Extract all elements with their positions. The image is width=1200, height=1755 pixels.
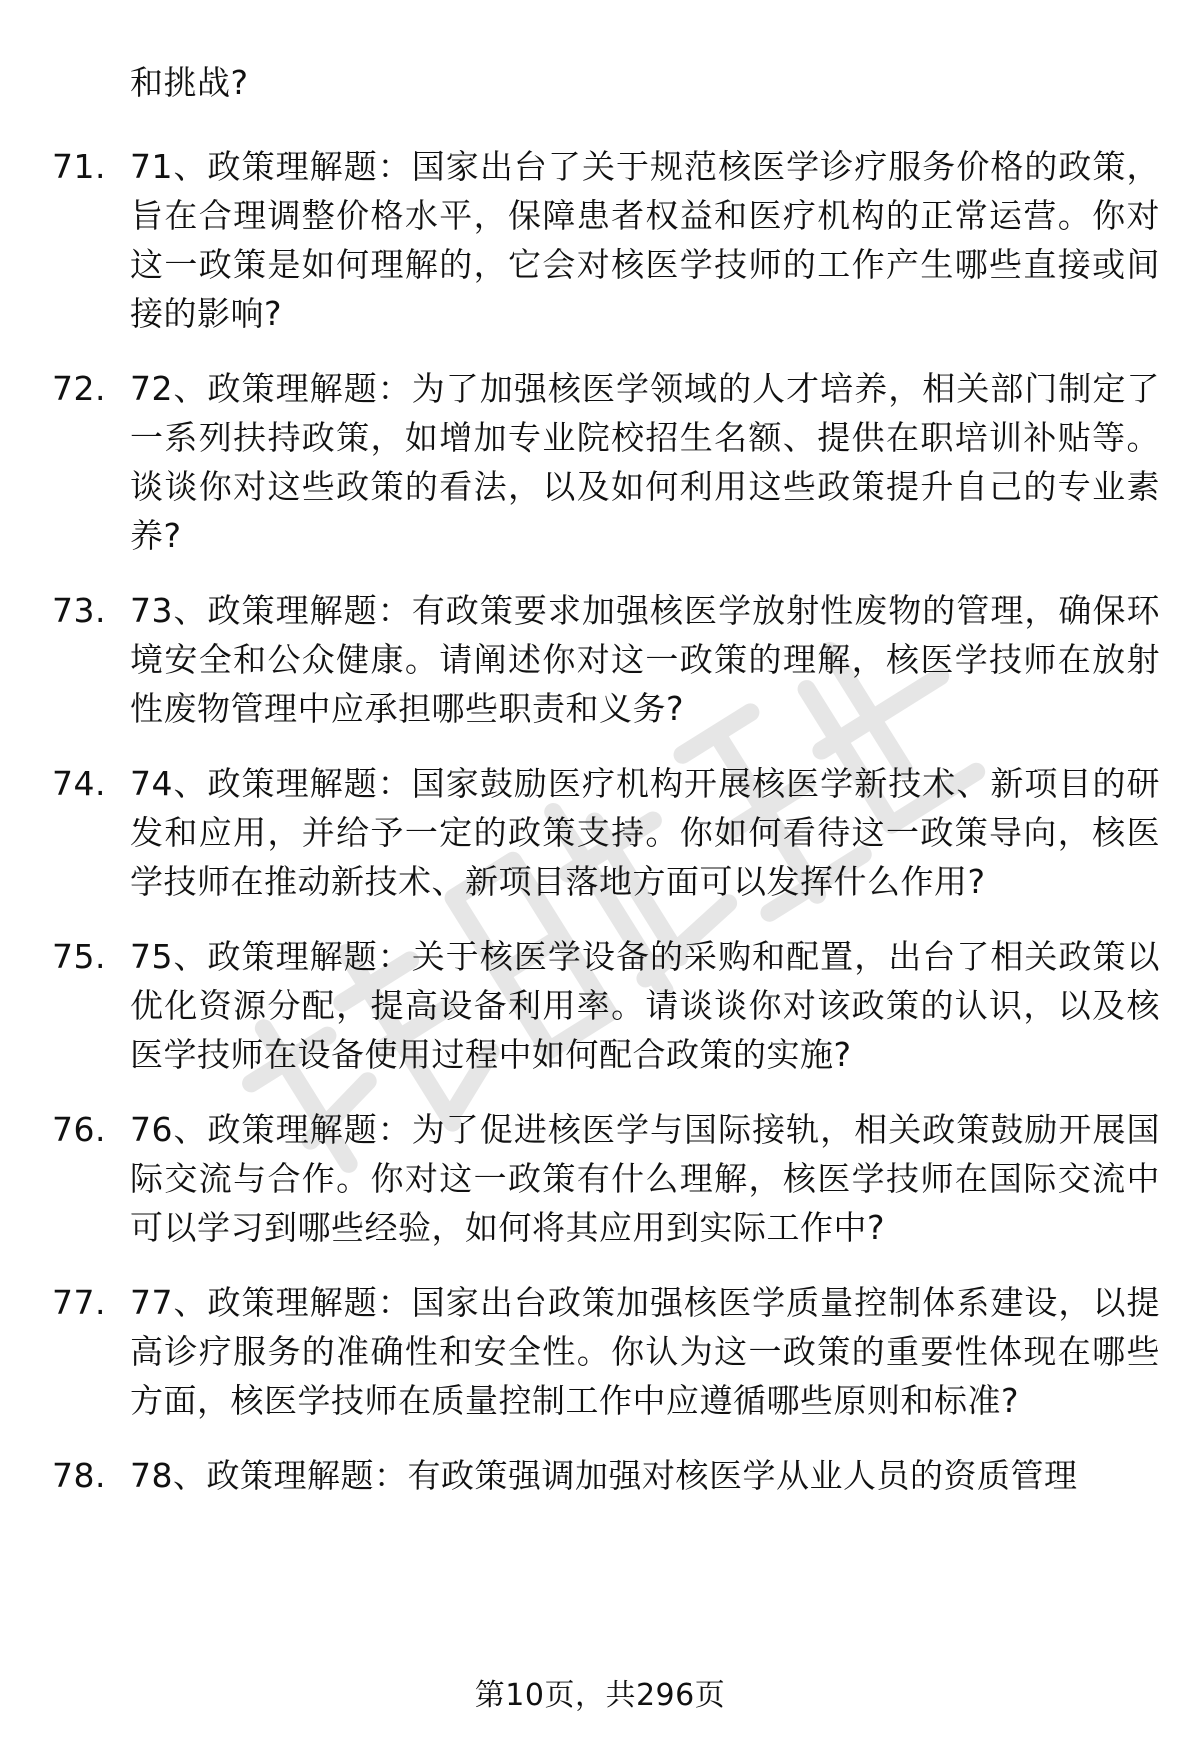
question-number: 74. [52,764,106,803]
question-text: 77、政策理解题：国家出台政策加强核医学质量控制体系建设，以提高诊疗服务的准确性和安全性。你认为这一政策的重要性体现在哪些方面，核医学技师在质量控制工作中应遵循哪些原则和标准? [130,1283,1160,1420]
question-text: 72、政策理解题：为了加强核医学领域的人才培养，相关部门制定了一系列扶持政策，如增加专业院校招生名额、提供在职培训补贴等。谈谈你对这些政策的看法，以及如何利用这些政策提升自己的专业素养? [130,369,1160,555]
question-number: 75. [52,937,106,976]
question-item [0,586,1200,733]
question-number: 76. [52,1110,106,1149]
question-text: 73、政策理解题：有政策要求加强核医学放射性废物的管理，确保环境安全和公众健康。请阐述你对这一政策的理解，核医学技师在放射性废物管理中应承担哪些职责和义务? [130,591,1160,728]
continuation-text: 和挑战? [130,63,249,102]
question-list [0,142,1200,1526]
question-item [0,1451,1200,1500]
page-footer: 第10页，共296页 [474,1678,726,1713]
question-text: 76、政策理解题：为了促进核医学与国际接轨，相关政策鼓励开展国际交流与合作。你对这一政策有什么理解，核医学技师在国际交流中可以学习到哪些经验，如何将其应用到实际工作中? [130,1110,1160,1247]
question-item [0,759,1200,906]
question-number: 77. [52,1283,106,1322]
question-item [0,1105,1200,1252]
question-number: 73. [52,591,106,630]
question-text: 78、政策理解题：有政策强调加强对核医学从业人员的资质管理 [130,1456,1078,1495]
question-number: 78. [52,1456,106,1495]
question-number: 71. [52,147,106,186]
question-number: 72. [52,369,106,408]
question-text: 71、政策理解题：国家出台了关于规范核医学诊疗服务价格的政策，旨在合理调整价格水平，保障患者权益和医疗机构的正常运营。你对这一政策是如何理解的，它会对核医学技师的工作产生哪些直接或间接的影响? [130,147,1160,333]
question-text: 74、政策理解题：国家鼓励医疗机构开展核医学新技术、新项目的研发和应用，并给予一定的政策支持。你如何看待这一政策导向，核医学技师在推动新技术、新项目落地方面可以发挥什么作用? [130,764,1160,901]
question-text: 75、政策理解题：关于核医学设备的采购和配置，出台了相关政策以优化资源分配，提高设备利用率。请谈谈你对该政策的认识，以及核医学技师在设备使用过程中如何配合政策的实施? [130,937,1160,1074]
question-item [0,932,1200,1079]
question-item [0,1278,1200,1425]
question-item [0,142,1200,338]
question-item [0,364,1200,560]
